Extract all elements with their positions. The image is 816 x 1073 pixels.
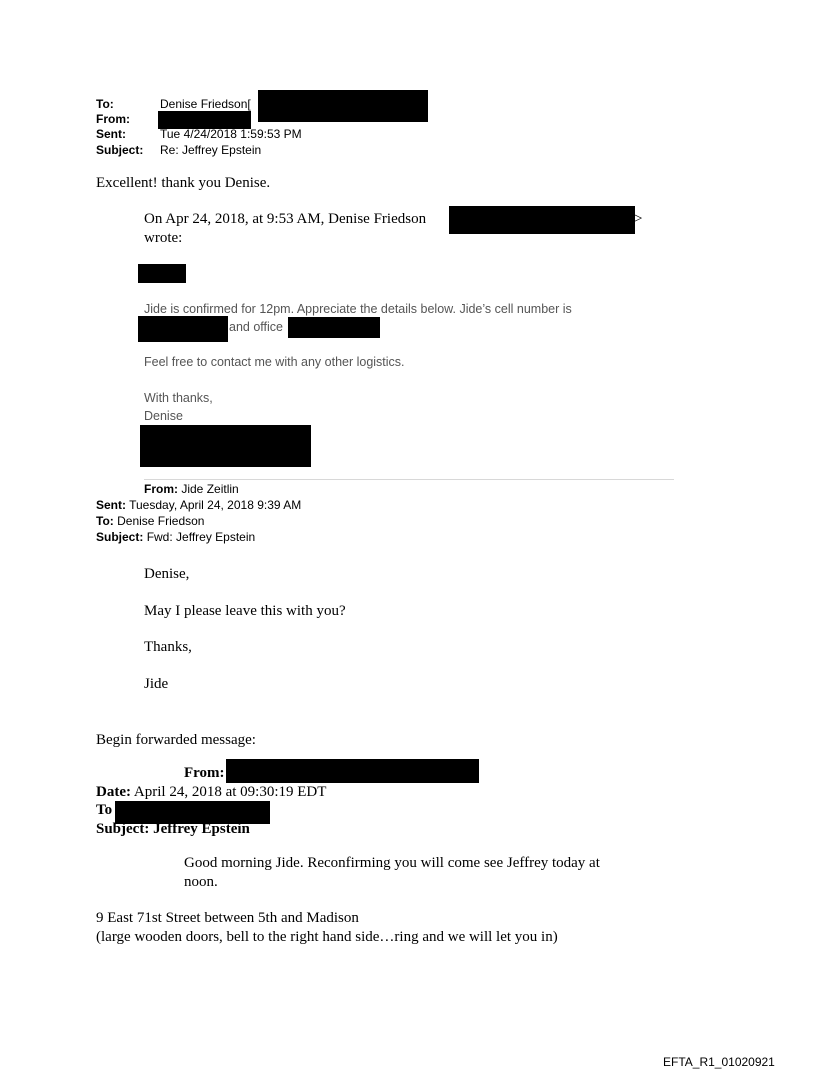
fwd2-date-label: Date:	[96, 784, 131, 800]
quoted-signature: Denise	[144, 409, 183, 423]
fwd2-body-line2: noon.	[184, 874, 218, 890]
fwd1-to	[96, 514, 204, 528]
address-line-1: 9 East 71st Street between 5th and Madison	[96, 910, 359, 926]
document-id: EFTA_R1_01020921	[663, 1055, 775, 1069]
subject-label: Subject:	[96, 143, 144, 157]
quoted-paragraph-1: Jide is confirmed for 12pm. Appreciate the details below. Jide’s cell number is	[144, 302, 572, 316]
fwd1-subject-label: Subject:	[96, 530, 144, 544]
redaction-block	[226, 759, 479, 783]
fwd1-body: May I please leave this with you?	[144, 603, 346, 619]
quoted-paragraph-2: Feel free to contact me with any other logistics.	[144, 355, 405, 369]
fwd1-sign: Jide	[144, 676, 169, 692]
fwd1-from-value: Jide Zeitlin	[181, 482, 239, 496]
fwd2-subject-value: Jeffrey Epstein	[153, 821, 250, 837]
fwd1-from	[144, 482, 239, 496]
separator-line	[144, 479, 674, 480]
fwd1-to-label: To:	[96, 514, 114, 528]
quoted-and-office: and office	[229, 320, 283, 334]
sent-label: Sent:	[96, 127, 126, 141]
fwd2-date-value: April 24, 2018 at 09:30:19 EDT	[133, 784, 327, 800]
address-line-2: (large wooden doors, bell to the right hand side…ring and we will let you in)	[96, 929, 558, 945]
to-label: To:	[96, 97, 114, 111]
sent-value: Tue 4/24/2018 1:59:53 PM	[160, 127, 302, 141]
fwd2-intro: Begin forwarded message:	[96, 732, 256, 748]
fwd1-subject-value: Fwd: Jeffrey Epstein	[146, 530, 256, 544]
quoted-attribution: On Apr 24, 2018, at 9:53 AM, Denise Friedson	[144, 211, 427, 227]
redaction-block	[288, 317, 380, 338]
reply-body: Excellent! thank you Denise.	[96, 175, 271, 191]
fwd1-subject	[96, 530, 255, 544]
from-label: From:	[96, 112, 130, 126]
fwd1-to-value: Denise Friedson	[117, 514, 205, 528]
fwd2-subject	[96, 821, 250, 838]
fwd2-to-label: To	[96, 802, 113, 818]
quoted-attribution-wrote: wrote:	[144, 230, 183, 246]
quoted-attribution-tail: >	[634, 211, 643, 227]
redaction-block	[258, 90, 428, 122]
fwd2-body-line1: Good morning Jide. Reconfirming you will come see Jeffrey today at	[184, 855, 600, 871]
fwd2-date	[96, 784, 326, 801]
fwd2-subject-label: Subject:	[96, 821, 150, 837]
fwd1-sent	[96, 498, 301, 512]
fwd2-from-label: From:	[184, 765, 225, 781]
subject-value: Re: Jeffrey Epstein	[160, 143, 262, 157]
fwd1-sent-label: Sent:	[96, 498, 126, 512]
quoted-closing: With thanks,	[144, 391, 213, 405]
redaction-block	[140, 425, 311, 467]
to-value: Denise Friedson[	[160, 97, 251, 111]
redaction-block	[138, 316, 228, 342]
fwd1-greeting: Denise,	[144, 566, 190, 582]
fwd1-thanks: Thanks,	[144, 639, 192, 655]
fwd1-from-label: From:	[144, 482, 178, 496]
fwd1-sent-value: Tuesday, April 24, 2018 9:39 AM	[129, 498, 302, 512]
redaction-block	[138, 264, 186, 283]
redaction-block	[449, 206, 635, 234]
